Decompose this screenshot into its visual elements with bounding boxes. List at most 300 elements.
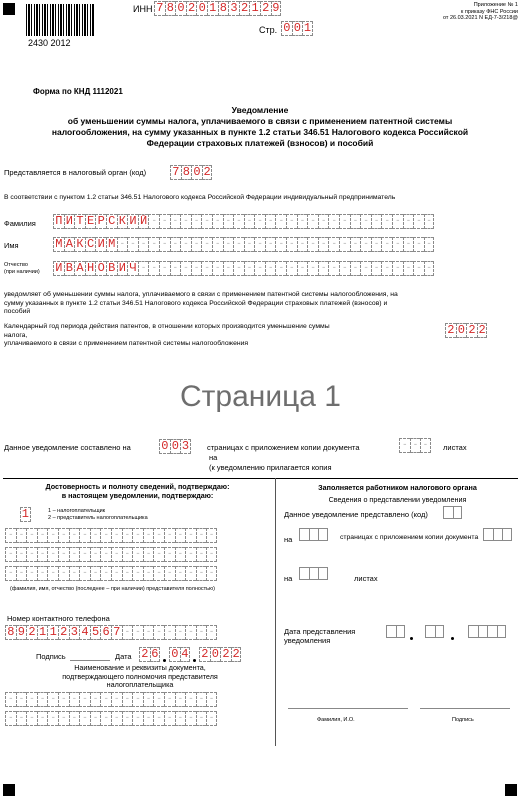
corner-mark [3,3,15,15]
char-cell: - [170,237,181,252]
char-cell: 2 [203,165,211,179]
char-cell: - [420,438,431,453]
char-cell: - [26,692,37,707]
char-cell: - [185,711,196,726]
authority-label: Представляется в налоговый орган (код) [4,168,147,177]
sheets-label: листах [443,443,467,452]
char-cell: - [26,528,37,543]
char-cell: - [26,547,37,562]
char-cell: - [164,692,175,707]
date-year-field[interactable] [199,647,241,662]
char-cell: - [206,625,217,640]
char-cell: - [143,566,154,581]
char-cell: - [47,547,58,562]
char-cell: 2 [139,647,150,662]
barcode-number: 2430 2012 [28,38,71,48]
char-cell: 6 [100,625,111,640]
char-cell: - [164,711,175,726]
char-cell: - [170,261,181,276]
char-cell: - [180,214,191,229]
char-cell: - [424,237,435,252]
char-cell: - [90,547,101,562]
char-cell: 2 [239,1,250,16]
char-cell: К [74,237,85,252]
char-cell: 9 [16,625,27,640]
char-cell: - [381,261,392,276]
char-cell: - [111,692,122,707]
char-cell: 1 [303,21,312,35]
staff-heading: Заполняется работником налогового органа [318,483,477,492]
char-cell: - [132,692,143,707]
char-cell: - [403,237,414,252]
char-cell: - [16,692,27,707]
phone-field[interactable] [5,625,217,640]
char-cell [502,528,512,541]
char-cell: - [100,547,111,562]
char-cell: - [175,547,186,562]
date-label: Дата [115,652,132,661]
char-cell: - [159,237,170,252]
char-cell: - [170,214,181,229]
char-cell: - [153,625,164,640]
char-cell: - [244,237,255,252]
pages-with-copy-label: страницах с приложением копии документа [340,534,479,541]
char-cell: И [117,261,128,276]
char-cell: - [180,237,191,252]
authority-code-field[interactable] [170,165,212,180]
char-cell: - [127,237,138,252]
char-cell: - [286,214,297,229]
char-cell: С [85,237,96,252]
char-cell: 3 [228,1,239,16]
char-cell: - [122,625,133,640]
char-cell [487,625,497,638]
char-cell: - [265,214,276,229]
char-cell [386,625,396,638]
char-cell: 2 [26,625,37,640]
fio-line[interactable] [288,708,408,709]
char-cell: 0 [281,21,292,36]
char-cell: - [413,261,424,276]
char-cell: В [106,261,117,276]
char-cell: - [153,528,164,543]
char-cell: - [100,566,111,581]
char-cell: 8 [165,1,176,16]
char-cell: - [122,547,133,562]
year-field[interactable] [445,323,487,338]
char-cell: - [26,711,37,726]
char-cell: М [106,237,117,252]
char-cell: - [58,547,69,562]
char-cell: - [79,566,90,581]
staff-date-year[interactable] [468,625,506,638]
attach-note: (к уведомлению прилагается копия [209,463,332,472]
char-cell: - [143,711,154,726]
char-cell: - [360,261,371,276]
char-cell: С [106,214,117,229]
char-cell: - [132,625,143,640]
char-cell [425,625,435,638]
char-cell [318,528,328,541]
char-cell [493,528,503,541]
char-cell: 2 [186,1,197,16]
char-cell: - [371,237,382,252]
char-cell: 2 [478,323,486,337]
char-cell: - [413,214,424,229]
char-cell: - [196,547,207,562]
pages-label: Данное уведомление составлено на [4,443,131,452]
page-number-field[interactable] [281,21,313,36]
staff-signature-line[interactable] [420,708,510,709]
char-cell: - [100,528,111,543]
char-cell: - [132,547,143,562]
char-cell: - [148,214,159,229]
char-cell: - [318,261,329,276]
char-cell [396,625,406,638]
char-cell: - [328,214,339,229]
char-cell: 6 [151,647,159,661]
char-cell: - [47,528,58,543]
char-cell: - [164,547,175,562]
char-cell [309,567,319,580]
char-cell: - [122,692,133,707]
char-cell: - [37,528,48,543]
char-cell [309,528,319,541]
char-cell: - [339,261,350,276]
char-cell: - [318,214,329,229]
char-cell: - [392,261,403,276]
char-cell: - [90,528,101,543]
divider-vertical [275,478,276,746]
char-cell: - [175,625,186,640]
char-cell: - [175,692,186,707]
char-cell: - [403,261,414,276]
char-cell: - [132,528,143,543]
char-cell: - [339,237,350,252]
patronymic-field[interactable] [53,261,434,276]
presented-label: Данное уведомление представлено (код) [284,510,428,519]
char-cell: Т [74,214,85,229]
signature-line[interactable] [70,660,110,661]
date-separator [193,659,196,662]
signer-options: 1 – налогоплательщик 2 – представитель налогоплательщика [48,508,148,521]
char-cell: - [339,214,350,229]
date-separator [451,637,454,640]
char-cell: - [424,261,435,276]
char-cell: - [153,711,164,726]
char-cell: - [175,566,186,581]
order-reference: Приложение № 1 к приказу ФНС России от 26.03.2021 N ЕД-7-3/218@ [442,2,518,21]
char-cell: - [233,261,244,276]
char-cell: - [275,261,286,276]
signer-code-field[interactable] [20,507,31,522]
sheets-label: листах [354,574,378,583]
char-cell [299,567,309,580]
date-day-field[interactable] [139,647,160,662]
char-cell: - [360,237,371,252]
representative-fio-row3[interactable] [5,566,217,581]
char-cell: - [206,711,217,726]
name-label: Имя [4,241,19,250]
char-cell: 9 [272,1,280,15]
pages-field[interactable] [159,439,191,454]
char-cell: - [16,711,27,726]
char-cell: В [64,261,75,276]
representative-fio-row1[interactable] [5,528,217,543]
char-cell: - [328,261,339,276]
char-cell: - [69,566,80,581]
char-cell: - [16,566,27,581]
char-cell: М [53,237,64,252]
char-cell: 1 [249,1,260,16]
char-cell: - [5,547,16,562]
char-cell: 0 [210,647,221,662]
date-month-field[interactable] [169,647,190,662]
char-cell: - [5,711,16,726]
char-cell: 2 [58,625,69,640]
char-cell: 2 [232,647,240,661]
char-cell: - [143,528,154,543]
char-cell: - [69,711,80,726]
page-label: Стр. [259,25,278,35]
char-cell: - [265,237,276,252]
divider [3,478,518,479]
char-cell: - [223,237,234,252]
char-cell: 8 [181,165,192,180]
copy-sheets-field[interactable] [399,438,431,453]
char-cell: - [201,214,212,229]
char-cell: - [175,711,186,726]
char-cell: - [111,566,122,581]
staff-pages-field[interactable] [299,528,328,541]
pages-mid-text: страницах с приложением копии документа [207,443,360,452]
char-cell: - [164,625,175,640]
char-cell: О [95,261,106,276]
staff-sheets-field[interactable] [299,567,328,580]
char-cell: 4 [181,647,189,661]
char-cell: 1 [37,625,48,640]
char-cell: - [37,547,48,562]
char-cell: - [318,237,329,252]
char-cell: - [16,547,27,562]
char-cell: - [153,566,164,581]
char-cell: - [413,237,424,252]
char-cell: - [206,692,217,707]
char-cell: - [37,566,48,581]
char-cell: - [143,692,154,707]
char-cell: 0 [292,21,303,36]
char-cell: - [233,237,244,252]
char-cell: - [392,237,403,252]
char-cell: 3 [69,625,80,640]
char-cell: - [143,625,154,640]
year-text: Календарный год периода действия патентов, в отношении которых производится уменьшение суммы налога, уплачиваемого в связи с применением патентной системы налогообложения [4,323,330,347]
char-cell [299,528,309,541]
char-cell: - [79,547,90,562]
char-cell: - [254,261,265,276]
char-cell: 5 [90,625,101,640]
char-cell: 0 [196,1,207,16]
char-cell: - [360,214,371,229]
char-cell: 3 [181,439,190,453]
page-watermark: Страница 1 [180,380,341,413]
document-row2[interactable] [5,711,217,726]
char-cell: - [403,214,414,229]
signature-label: Подпись [36,652,66,661]
confirm-heading: Достоверность и полноту сведений, подтверждаю: в настоящем уведомлении, подтверждаю: [45,482,230,500]
char-cell [443,506,453,519]
char-cell: 2 [466,323,477,338]
surname-label: Фамилия [4,219,36,228]
char-cell: - [196,625,207,640]
char-cell: - [111,547,122,562]
surname-field[interactable] [53,214,434,229]
char-cell: - [206,547,217,562]
char-cell: - [148,261,159,276]
char-cell: - [111,711,122,726]
char-cell: - [58,528,69,543]
inn-label: ИНН [133,4,153,14]
char-cell: - [371,261,382,276]
char-cell: - [122,711,133,726]
char-cell: 2 [220,647,231,662]
char-cell: - [153,692,164,707]
char-cell: И [127,214,138,229]
char-cell: - [212,261,223,276]
char-cell: - [297,214,308,229]
char-cell: 2 [260,1,271,16]
char-cell [435,625,445,638]
char-cell [497,625,507,638]
char-cell: Й [138,214,149,229]
char-cell: - [69,528,80,543]
char-cell: Н [85,261,96,276]
char-cell: - [185,692,196,707]
char-cell: - [185,566,196,581]
char-cell: К [117,214,128,229]
char-cell: - [122,566,133,581]
char-cell: 8 [5,625,16,640]
char-cell: - [132,711,143,726]
char-cell: - [206,528,217,543]
char-cell: - [196,528,207,543]
char-cell: - [159,214,170,229]
char-cell: - [286,237,297,252]
char-cell: - [212,214,223,229]
knd-code: Форма по КНД 1112021 [33,87,123,96]
char-cell: - [185,528,196,543]
char-cell: - [138,237,149,252]
pages-na-text: на [209,453,218,462]
char-cell: - [275,237,286,252]
staff-date-day[interactable] [386,625,405,638]
char-cell [468,625,478,638]
char-cell: - [191,261,202,276]
char-cell: 7 [154,1,165,16]
char-cell [453,506,463,519]
char-cell: - [79,711,90,726]
char-cell: - [244,214,255,229]
char-cell: - [275,214,286,229]
char-cell: - [47,566,58,581]
entrepreneur-intro: В соответствии с пунктом 1.2 статьи 346.51 Налогового кодекса Российской Федерации индивидуальный предприниматель [4,194,396,201]
char-cell: - [180,261,191,276]
char-cell [478,625,488,638]
char-cell: - [212,237,223,252]
char-cell: 0 [159,439,170,454]
char-cell: И [95,237,106,252]
char-cell: - [159,261,170,276]
char-cell: - [79,528,90,543]
char-cell: - [111,528,122,543]
doc-label: Наименование и реквизиты документа, подтверждающего полномочия представителя налогоплательщика [62,663,218,689]
char-cell: - [37,692,48,707]
char-cell: Ч [127,261,138,276]
char-cell: - [307,237,318,252]
inn-field[interactable] [154,1,281,16]
na-label: на [284,535,293,544]
char-cell: - [58,711,69,726]
char-cell: 0 [191,165,202,180]
char-cell: 1 [21,507,29,521]
form-title: Уведомление об уменьшении суммы налога, уплачиваемого в связи с применением патентной системы налогообложения, на сумму указанных в пункте 1.2 статьи 346.51 Налогового кодекса Российской Федерации страховых платежей (взносов) и пособий [51,105,469,148]
char-cell: - [5,528,16,543]
char-cell: 2 [445,323,456,338]
char-cell: - [132,566,143,581]
char-cell: - [286,261,297,276]
corner-mark [3,784,15,796]
presented-code-field[interactable] [443,506,462,519]
char-cell: - [392,214,403,229]
char-cell: 0 [170,439,181,454]
char-cell: 4 [79,625,90,640]
staff-doc-field[interactable] [483,528,512,541]
representative-fio-row2[interactable] [5,547,217,562]
char-cell: Р [95,214,106,229]
barcode [26,4,94,36]
char-cell: - [201,237,212,252]
staff-signature-caption: Подпись [452,717,474,723]
char-cell: 8 [218,1,229,16]
name-field[interactable] [53,237,434,252]
char-cell: - [69,547,80,562]
staff-date-month[interactable] [425,625,444,638]
char-cell: 0 [456,323,467,338]
char-cell: 7 [170,165,181,180]
na-label: на [284,574,293,583]
char-cell: И [53,261,64,276]
char-cell: П [53,214,64,229]
char-cell: - [307,214,318,229]
char-cell: - [297,261,308,276]
char-cell: - [254,237,265,252]
char-cell: 0 [169,647,180,662]
char-cell: - [37,711,48,726]
document-row1[interactable] [5,692,217,707]
char-cell: - [138,261,149,276]
date-separator [163,659,166,662]
char-cell: - [90,566,101,581]
char-cell: - [117,237,128,252]
corner-mark [505,784,517,796]
fio-hint: (фамилия, имя, отчество (последнее – при наличии) представителя полностью) [10,586,216,592]
char-cell: 1 [47,625,58,640]
char-cell: - [350,261,361,276]
char-cell: - [175,528,186,543]
char-cell: - [47,711,58,726]
char-cell: - [26,566,37,581]
fio-caption: Фамилия, И.О. [317,717,355,723]
